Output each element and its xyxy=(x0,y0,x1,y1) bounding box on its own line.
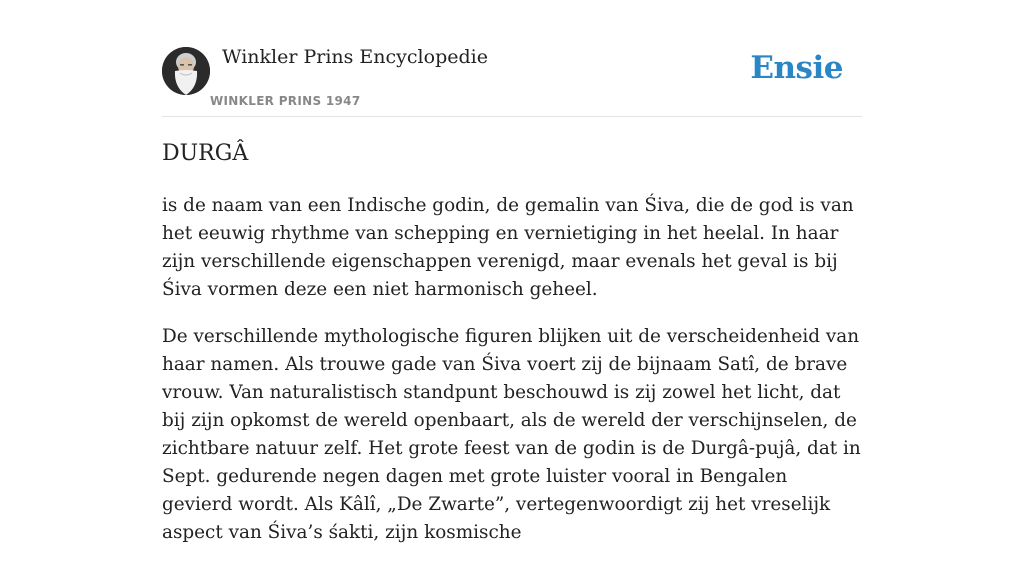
bearded-man-portrait-icon xyxy=(162,47,210,95)
article-title: DURGÂ xyxy=(162,141,249,166)
publication-name[interactable]: Winkler Prins Encyclopedie xyxy=(222,46,488,68)
author-name[interactable]: WINKLER PRINS 1947 xyxy=(210,94,361,108)
article-header xyxy=(162,0,862,117)
article-body xyxy=(162,192,862,566)
article-paragraph: De verschillende mythologische figuren blijken uit de verscheidenheid van haar namen. Als trouwe gade van Śiva voert zij de bijnaam Satî, de brave vrouw. Van naturalistisch standpunt beschouwd is zij zowel het licht, dat bij zijn opkomst de wereld openbaart, als de wereld der verschijnselen, de zichtbare natuur zelf. Het grote feest van de godin is de Durgâ-pujâ, dat in Sept. gedurende negen dagen met grote luister vooral in Bengalen gevierd wordt. Als Kâlî, „De Zwarte”, vertegenwoordigt zij het vreselijk aspect van Śiva’s śakti, zijn kosmische xyxy=(162,326,861,543)
article-page xyxy=(162,0,862,543)
avatar[interactable] xyxy=(162,47,210,95)
ensie-logo[interactable]: Ensie xyxy=(750,50,843,86)
article-paragraph: is de naam van een Indische godin, de gemalin van Śiva, die de god is van het eeuwig rhythme van schepping en vernietiging in het heelal. In haar zijn verschillende eigenschappen verenigd, maar evenals het geval is bij Śiva vormen deze een niet harmonisch geheel. xyxy=(162,195,854,300)
